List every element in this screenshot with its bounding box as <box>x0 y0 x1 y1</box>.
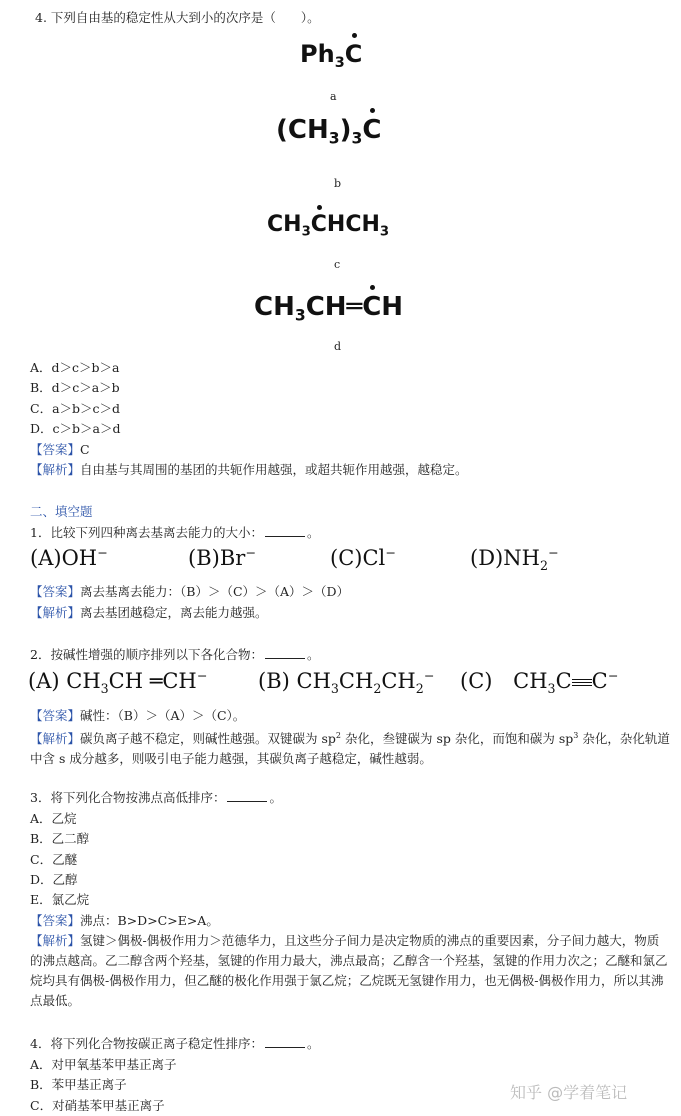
ion-c: (C)Cl− <box>330 545 396 570</box>
structure-label-d: d <box>334 340 342 353</box>
q1-analysis: 【解析】离去基团越稳定，离去能力越强。 <box>30 605 268 620</box>
structure-b: $(CH_3)_3C$ <box>276 115 382 148</box>
q3-option-b: B．乙二醇 <box>30 831 90 846</box>
compound-c: (C) $CH_3C$ C− <box>460 668 619 697</box>
structure-label-a: a <box>330 90 337 103</box>
q3-analysis: 【解析】氢键＞偶极-偶极作用力＞范德华力，且这些分子间力是决定物质的沸点的重要因素，分子间力越大，物质的沸点越高。乙二醇含两个羟基，氢键的作用力最大，沸点最高；乙醇含一个羟基，氢键的作用力次之；乙醚和氯乙烷均具有偶极-偶极作用力，但乙醚的极化作用强于氯乙烷；乙烷既无氢键作用力，也无偶极-偶极作用力，所以其沸点最低。 <box>30 933 668 1008</box>
answer-blank <box>265 526 305 537</box>
answer-blank <box>265 648 305 659</box>
analysis-tag: 【解析】 <box>30 462 81 477</box>
structure-a: $Ph_3C$ <box>300 40 363 72</box>
radical-dot: C <box>362 115 382 145</box>
answer-tag: 【答案】 <box>30 442 81 457</box>
q3-option-a: A．乙烷 <box>30 811 77 826</box>
option-a: A．d＞c＞b＞a <box>30 360 120 375</box>
option-b: B．d＞c＞a＞b <box>30 380 120 395</box>
q4-stability-question <box>35 8 320 26</box>
q1-answer: 【答案】离去基离去能力：（B）＞（C）＞（A）＞（D） <box>30 584 350 599</box>
q3-option-d: D．乙醇 <box>30 872 78 887</box>
q3-text: 3．将下列化合物按沸点高低排序： 。 <box>30 790 282 805</box>
q2-analysis: 【解析】碳负离子越不稳定，则碱性越强。双键碳为 $sp^2$ 杂化，叁键碳为 sp 杂化，而饱和碳为 $sp^3$ 杂化，杂化轨道中含 s 成分越多，则吸引电子能力越强，其碳负离子越稳定，碱性越弱。 <box>30 731 670 767</box>
analysis-text: 自由基与其周围的基团的共轭作用越强，或超共轭作用越强，越稳定。 <box>80 462 468 477</box>
q3-option-c: C．乙醚 <box>30 852 78 867</box>
ion-d: $(D)NH_2^-$ <box>470 545 559 574</box>
structure-label-b: b <box>334 177 342 190</box>
watermark: 知乎 @学着笔记 <box>510 1083 628 1102</box>
compound-a: (A) $CH_3CH$ ═CH− <box>28 668 208 697</box>
ion-a: (A)OH− <box>30 545 108 570</box>
radical-dot: C <box>344 40 363 68</box>
option-d: D．c＞b＞a＞d <box>30 421 121 436</box>
question-text: 下列自由基的稳定性从大到小的次序是（ ）。 <box>50 10 320 25</box>
radical-dot: C <box>362 292 382 322</box>
q4-option-b: B．苯甲基正离子 <box>30 1077 127 1092</box>
structure-d: $CH_3CH═CH$ <box>254 292 404 325</box>
answer-line <box>30 440 90 458</box>
answer-text: C <box>80 442 90 457</box>
q2-answer: 【答案】碱性：（B）＞（A）＞（C）。 <box>30 708 246 723</box>
compound-b: (B) $CH_3CH_2CH_2^-$ <box>258 668 435 697</box>
q3-option-e: E．氯乙烷 <box>30 892 90 907</box>
question-number: 4. <box>35 10 47 25</box>
q1-text: 1．比较下列四种离去基离去能力的大小： 。 <box>30 525 320 540</box>
q2-text: 2．按碱性增强的顺序排列以下各化合物： 。 <box>30 647 320 662</box>
section-heading: 二、填空题 <box>30 504 93 519</box>
analysis-line <box>30 460 468 478</box>
triple-bond <box>572 677 592 688</box>
ion-b: (B)Br− <box>188 545 256 570</box>
q4-option-c: C．对硝基苯甲基正离子 <box>30 1098 165 1113</box>
option-c: C．a＞b＞c＞d <box>30 401 121 416</box>
q4-option-a: A．对甲氧基苯甲基正离子 <box>30 1057 177 1072</box>
structure-c: $CH_3CHCH_3$ <box>267 212 390 240</box>
answer-blank <box>227 791 267 802</box>
q4-carbocation-text: 4．将下列化合物按碳正离子稳定性排序： 。 <box>30 1036 320 1051</box>
structure-label-c: c <box>334 258 341 271</box>
answer-blank <box>265 1037 305 1048</box>
radical-dot: C <box>310 212 327 237</box>
q3-answer: 【答案】沸点：B>D>C>E>A。 <box>30 913 219 928</box>
